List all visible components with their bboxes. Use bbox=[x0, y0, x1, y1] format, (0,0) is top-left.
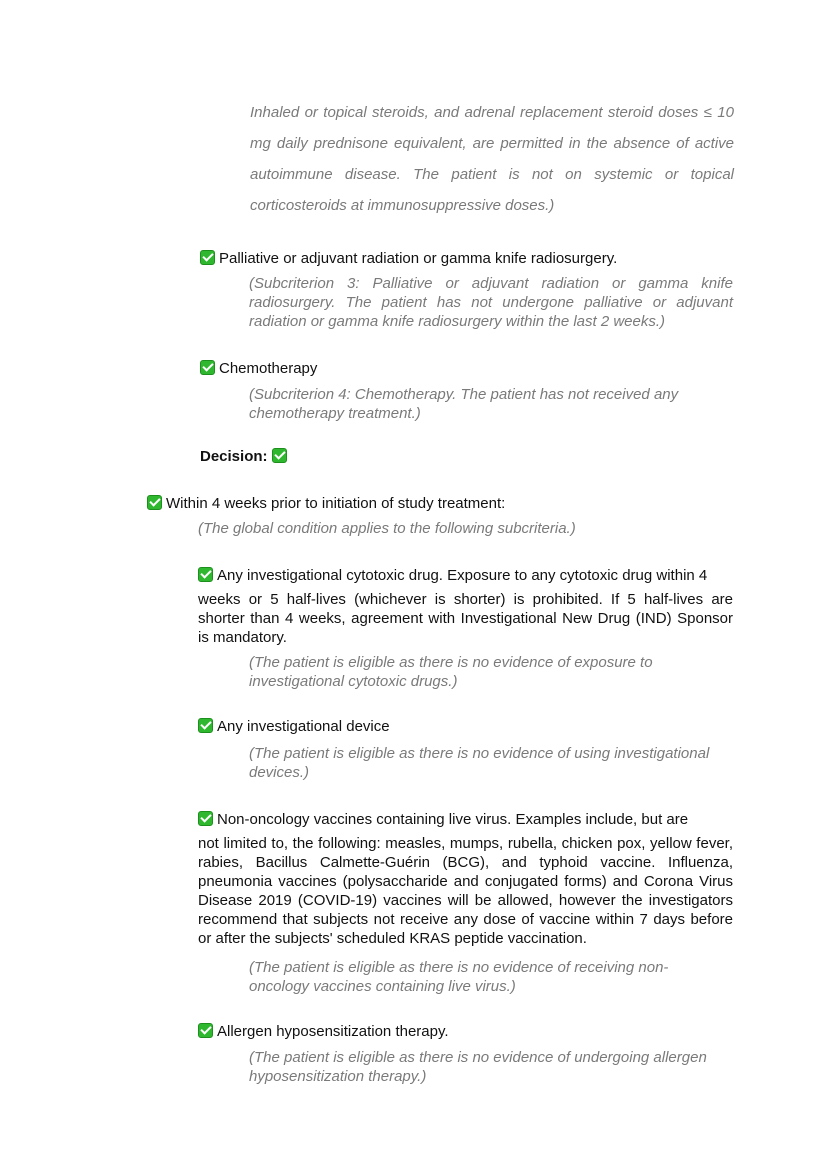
check-icon bbox=[198, 811, 213, 826]
criterion-cytotoxic-drug-note: (The patient is eligible as there is no evidence of exposure to investigational cytotoxic drugs.) bbox=[249, 654, 653, 690]
check-icon bbox=[200, 360, 215, 375]
decision-check-icon bbox=[272, 448, 287, 463]
subcriterion-radiation-note: (Subcriterion 3: Palliative or adjuvant radiation or gamma knife radiosurgery. The patient has not undergone palliative or adjuvant radiation or gamma knife radiosurgery within the last 2 weeks.) bbox=[249, 275, 733, 330]
subcriterion-chemotherapy-label: Chemotherapy bbox=[219, 360, 318, 377]
criterion-cytotoxic-drug-rest: weeks or 5 half-lives (whichever is shorter) is prohibited. If 5 half-lives are shorter than 4 weeks, agreement with Investigational New Drug (IND) Sponsor is mandatory. bbox=[198, 591, 733, 646]
criterion-allergen-therapy-label: Allergen hyposensitization therapy. bbox=[217, 1023, 449, 1040]
criterion-live-vaccines-note: (The patient is eligible as there is no evidence of receiving non-oncology vaccines containing live virus.) bbox=[249, 959, 669, 995]
criterion-live-vaccines-rest: not limited to, the following: measles, mumps, rubella, chicken pox, yellow fever, rabies, Bacillus Calmette-Guérin (BCG), and typhoid vaccine. Influenza, pneumonia vaccines (polysaccharide and conjugated forms) and Corona Virus Disease 2019 (COVID-19) vaccines will be allowed, however the investigators recommend that subjects not receive any dose of vaccine within 7 days before or after the subjects' scheduled KRAS peptide vaccination. bbox=[198, 835, 733, 947]
steroid-note: Inhaled or topical steroids, and adrenal replacement steroid doses ≤ 10 mg daily prednisone equivalent, are permitted in the absence of active autoimmune disease. The patient is not on systemic or topical corticosteroids at immunosuppressive doses.) bbox=[250, 104, 734, 214]
check-icon bbox=[198, 1023, 213, 1038]
criterion-live-vaccines-first: Non-oncology vaccines containing live virus. Examples include, but are bbox=[217, 811, 689, 828]
subcriterion-radiation bbox=[200, 249, 740, 268]
global-criterion bbox=[147, 494, 737, 513]
criterion-allergen-therapy bbox=[198, 1022, 733, 1041]
global-criterion-note: (The global condition applies to the following subcriteria.) bbox=[198, 520, 576, 537]
criterion-allergen-therapy-note: (The patient is eligible as there is no evidence of undergoing allergen hyposensitization therapy.) bbox=[249, 1049, 707, 1085]
decision-label: Decision: bbox=[200, 448, 268, 465]
criterion-investigational-device-note: (The patient is eligible as there is no evidence of using investigational devices.) bbox=[249, 745, 710, 781]
check-icon bbox=[198, 718, 213, 733]
check-icon bbox=[200, 250, 215, 265]
criterion-investigational-device bbox=[198, 717, 733, 736]
subcriterion-chemotherapy-note: (Subcriterion 4: Chemotherapy. The patient has not received any chemotherapy treatment.) bbox=[249, 386, 679, 422]
criterion-cytotoxic-drug-first: Any investigational cytotoxic drug. Exposure to any cytotoxic drug within 4 bbox=[217, 567, 708, 584]
global-criterion-label: Within 4 weeks prior to initiation of study treatment: bbox=[166, 495, 506, 512]
criterion-live-vaccines bbox=[198, 810, 733, 948]
criterion-investigational-device-label: Any investigational device bbox=[217, 718, 390, 735]
subcriterion-chemotherapy bbox=[200, 359, 740, 378]
decision bbox=[200, 448, 291, 465]
subcriterion-radiation-label: Palliative or adjuvant radiation or gamma knife radiosurgery. bbox=[219, 250, 618, 267]
criterion-cytotoxic-drug bbox=[198, 566, 733, 647]
check-icon bbox=[198, 567, 213, 582]
check-icon bbox=[147, 495, 162, 510]
